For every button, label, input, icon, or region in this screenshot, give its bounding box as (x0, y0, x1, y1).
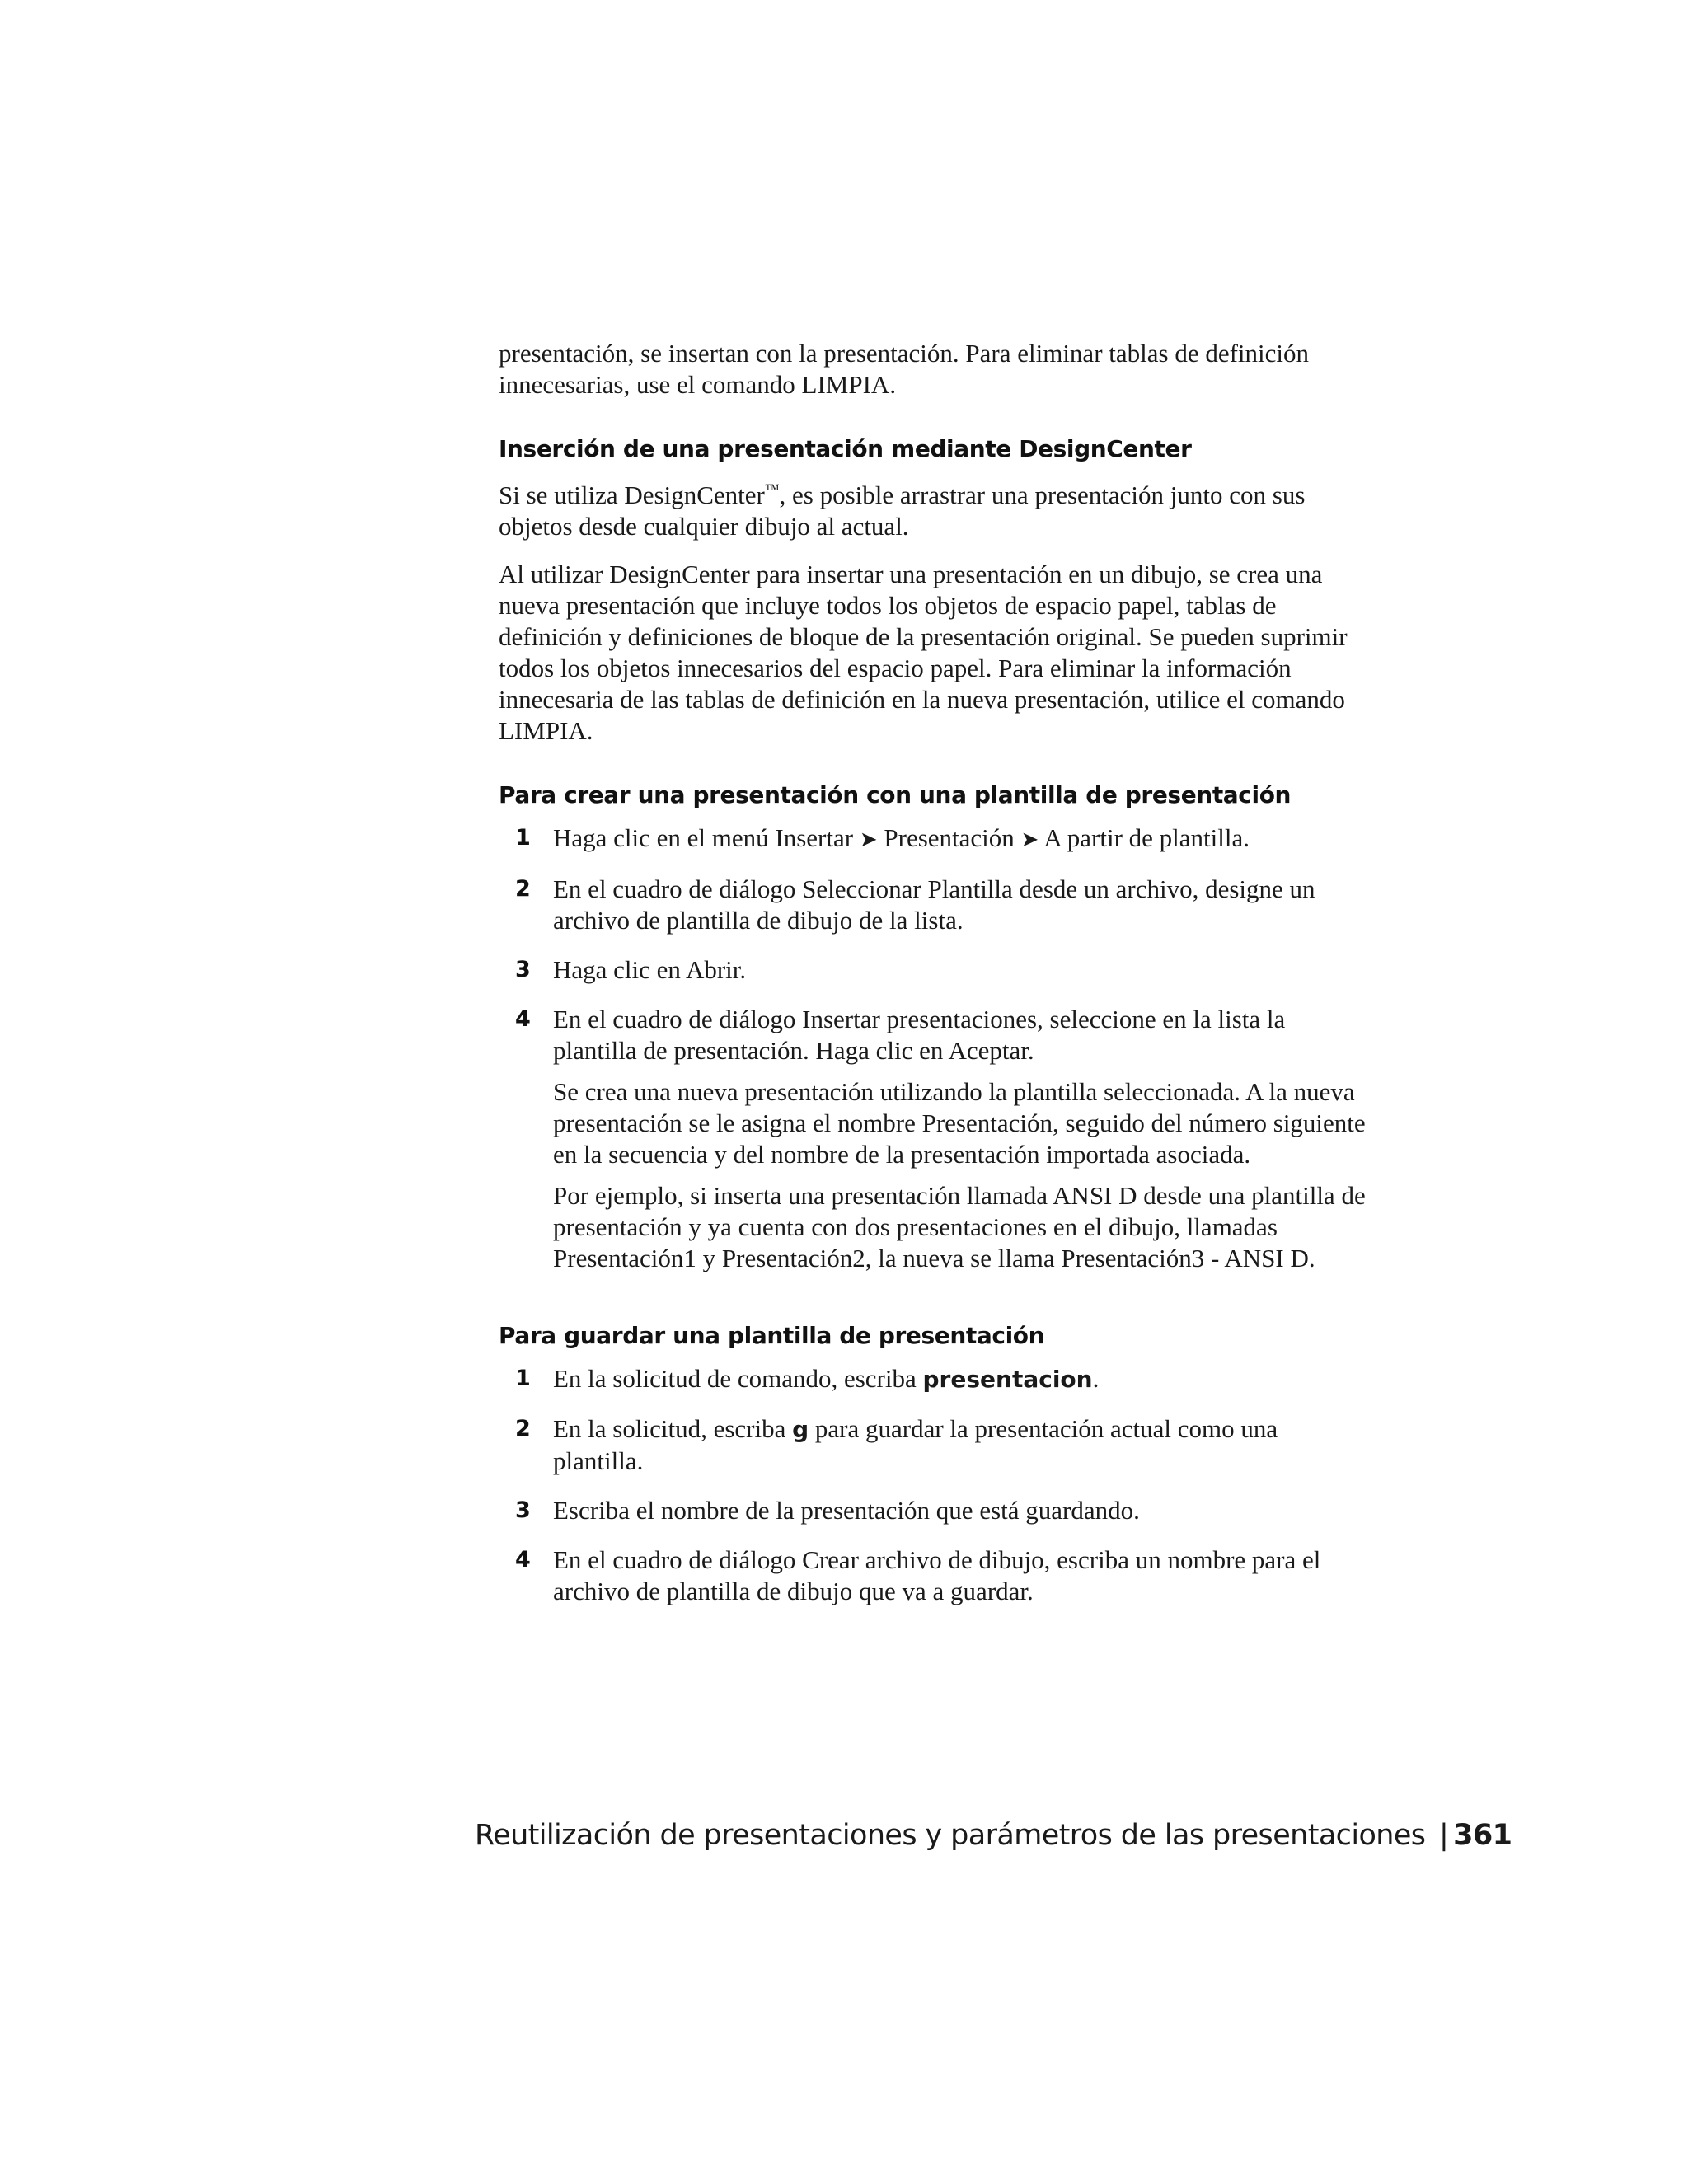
trademark-symbol: ™ (764, 480, 780, 498)
intro-paragraph: presentación, se insertan con la presentación. Para eliminar tablas de definición innecesarias, use el comando LIMPIA. (499, 339, 1310, 399)
step-text-after: para guardar la presentación actual como una plantilla. (553, 1414, 1278, 1475)
step-text: Haga clic en Abrir. (553, 955, 747, 984)
save-template-steps (499, 1363, 1372, 1607)
command-text: presentacion (922, 1366, 1093, 1393)
footer-chapter-title: Reutilización de presentaciones y parámetros de las presentaciones (475, 1819, 1426, 1852)
page-content (499, 338, 1372, 1607)
save-step-1 (499, 1363, 1372, 1395)
step-text: En el cuadro de diálogo Seleccionar Plantilla desde un archivo, designe un archivo de plantilla de dibujo de la lista. (553, 874, 1315, 935)
menu-arrow-icon: ➤ (859, 827, 878, 852)
section-heading-create-layout: Para crear una presentación con una plantilla de presentación (499, 781, 1292, 808)
step-number: 1 (515, 1366, 531, 1391)
designcenter-paragraph-1 (499, 480, 1372, 542)
step-number: 4 (515, 1547, 531, 1572)
step-text: En el cuadro de diálogo Crear archivo de dibujo, escriba un nombre para el archivo de plantilla de dibujo que va a guardar. (553, 1545, 1321, 1605)
step-number: 4 (515, 1006, 531, 1032)
designcenter-paragraph-1-end: , es posible arrastrar una presentación junto con sus objetos desde cualquier dibujo al actual. (499, 480, 1306, 541)
step-text-before: En la solicitud, escriba (553, 1414, 793, 1443)
step-number: 3 (515, 1497, 531, 1523)
create-step-4 (499, 1004, 1372, 1274)
step-text-before: En la solicitud de comando, escriba (553, 1364, 923, 1393)
menu-arrow-icon: ➤ (1020, 827, 1039, 852)
designcenter-paragraph-1-start: Si se utiliza DesignCenter (499, 480, 765, 509)
section-heading-save-template: Para guardar una plantilla de presentación (499, 1322, 1045, 1349)
step-4-example-paragraph: Por ejemplo, si inserta una presentación llamada ANSI D desde una plantilla de presentación y ya cuenta con dos presentaciones en el dibujo, llamadas Presentación1 y Presentación2, la nueva se llama Presentación3 - ANSI D. (553, 1181, 1366, 1272)
step-number: 2 (515, 876, 531, 902)
create-step-1 (499, 823, 1372, 855)
create-step-3 (499, 954, 1372, 986)
footer-separator: | (1438, 1819, 1449, 1852)
step-1-text-part-3: A partir de plantilla. (1039, 823, 1250, 852)
step-number: 1 (515, 825, 531, 851)
designcenter-paragraph-2: Al utilizar DesignCenter para insertar una presentación en un dibujo, se crea una nueva presentación que incluye todos los objetos de espacio papel, tablas de definición y definiciones de bloque de la presentación original. Se pueden suprimir todos los objetos innecesarios del espacio papel. Para eliminar la información innecesaria de las tablas de definición en la nueva presentación, utilice el comando LIMPIA. (499, 560, 1348, 745)
save-step-4 (499, 1544, 1372, 1607)
page-footer (475, 1817, 1512, 1854)
step-1-text-part-1: Haga clic en el menú Insertar (553, 823, 860, 852)
step-text: Escriba el nombre de la presentación que está guardando. (553, 1496, 1140, 1525)
create-step-2 (499, 874, 1372, 936)
save-step-2 (499, 1413, 1372, 1477)
step-text: En el cuadro de diálogo Insertar presentaciones, seleccione en la lista la plantilla de presentación. Haga clic en Aceptar. (553, 1005, 1286, 1065)
section-heading-designcenter: Inserción de una presentación mediante DesignCenter (499, 435, 1192, 462)
step-number: 2 (515, 1416, 531, 1441)
create-layout-steps (499, 823, 1372, 1274)
step-1-text-part-2: Presentación (877, 823, 1021, 852)
save-step-3 (499, 1495, 1372, 1526)
step-number: 3 (515, 957, 531, 982)
command-text: g (792, 1416, 809, 1443)
step-4-result-paragraph: Se crea una nueva presentación utilizando la plantilla seleccionada. A la nueva presentación se le asigna el nombre Presentación, seguido del número siguiente en la secuencia y del nombre de la presentación importada asociada. (553, 1077, 1366, 1169)
step-text-after: . (1092, 1364, 1100, 1393)
page-number: 361 (1453, 1819, 1512, 1852)
